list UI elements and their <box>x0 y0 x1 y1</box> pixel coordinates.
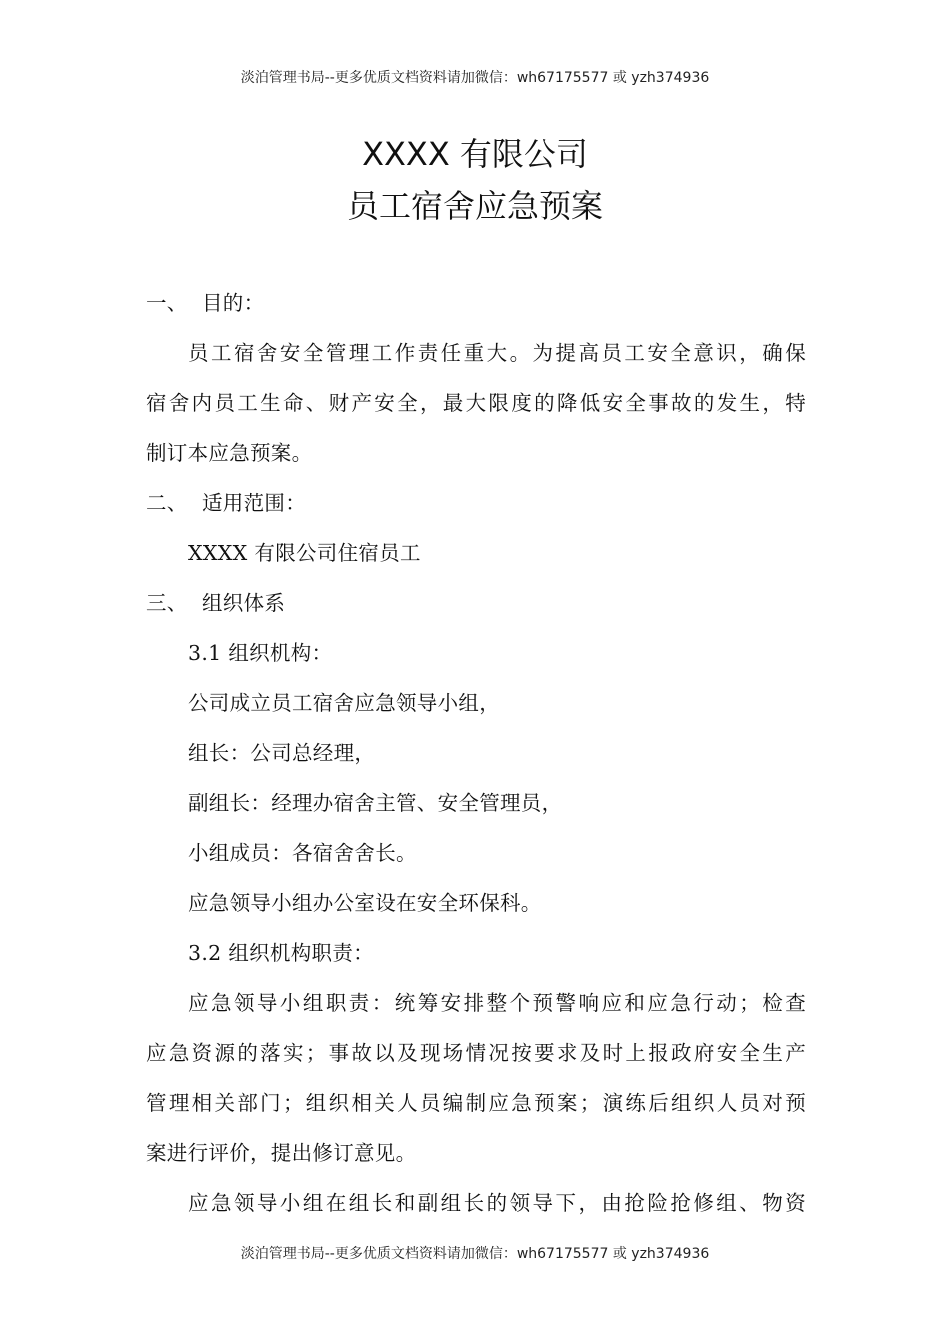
page-header-note: 淡泊管理书局--更多优质文档资料请加微信：wh67175577 或 yzh374936 <box>240 70 710 86</box>
section-heading-scope <box>146 478 806 528</box>
document-title <box>0 128 950 232</box>
paragraph-line: 案进行评价，提出修订意见。 <box>146 1141 417 1165</box>
paragraph-line: 宿舍内员工生命、财产安全，最大限度的降低安全事故的发生，特 <box>146 391 806 415</box>
paragraph-line: 公司成立员工宿舍应急领导小组， <box>188 691 500 715</box>
section-number: 二、 <box>146 491 188 515</box>
title-plan-name: 员工宿舍应急预案 <box>346 187 603 225</box>
subsection-heading: 3.1 组织机构： <box>188 641 333 665</box>
section-title: 目的： <box>202 291 265 315</box>
paragraph-line: 员工宿舍安全管理工作责任重大。为提高员工安全意识，确保 <box>188 341 806 365</box>
section-title: 适用范围： <box>202 491 306 515</box>
title-company: XXXX 有限公司 <box>362 135 588 173</box>
paragraph-line: 组长：公司总经理， <box>188 741 376 765</box>
paragraph-line: 应急领导小组职责：统筹安排整个预警响应和应急行动；检查 <box>188 991 806 1015</box>
paragraph-line: 副组长：经理办宿舍主管、安全管理员， <box>188 791 563 815</box>
paragraph-line: 制订本应急预案。 <box>146 441 313 465</box>
paragraph-line: 管理相关部门；组织相关人员编制应急预案；演练后组织人员对预 <box>146 1091 806 1115</box>
document-body <box>146 278 806 1228</box>
paragraph-line: 应急领导小组办公室设在安全环保科。 <box>188 891 542 915</box>
paragraph-line: 应急资源的落实；事故以及现场情况按要求及时上报政府安全生产 <box>146 1041 806 1065</box>
section-heading-organization <box>146 578 806 628</box>
paragraph-line: XXXX 有限公司住宿员工 <box>188 541 421 565</box>
paragraph-line: 应急领导小组在组长和副组长的领导下，由抢险抢修组、物资 <box>188 1191 806 1215</box>
subsection-heading: 3.2 组织机构职责： <box>188 941 374 965</box>
paragraph-line: 小组成员：各宿舍舍长。 <box>188 841 417 865</box>
section-heading-purpose <box>146 278 806 328</box>
section-number: 三、 <box>146 591 188 615</box>
page-footer-note: 淡泊管理书局--更多优质文档资料请加微信：wh67175577 或 yzh374936 <box>240 1246 710 1262</box>
section-title: 组织体系 <box>202 591 286 615</box>
section-number: 一、 <box>146 291 188 315</box>
